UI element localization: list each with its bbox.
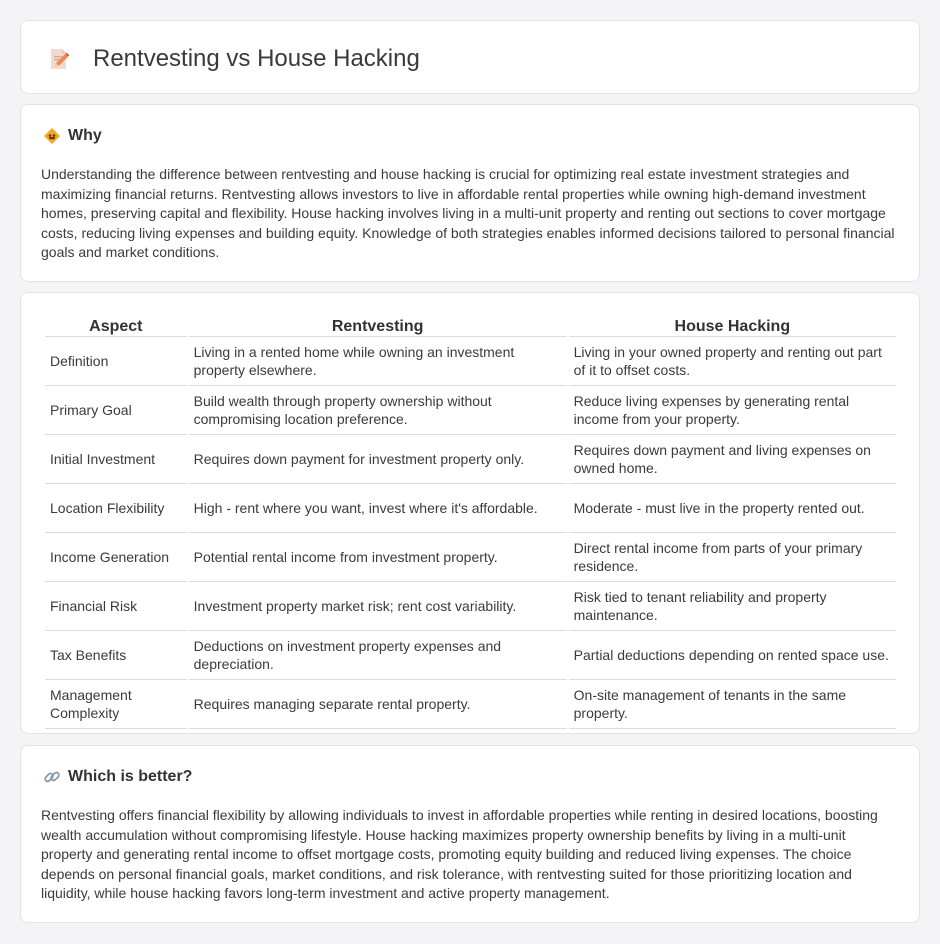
table-header-row — [45, 317, 896, 337]
house-hacking-cell: Partial deductions depending on rented space use. — [569, 631, 896, 680]
aspect-cell: Location Flexibility — [45, 484, 187, 533]
better-text: Rentvesting offers financial flexibility by allowing individuals to invest in affordable properties while renting in desired locations, boosting wealth accumulation without compromising lifestyle. House hacking maximizes property ownership benefits by living in a multi-unit property and generating rental income to offset mortgage costs, promoting equity building and reduced living expenses. The choice depends on personal financial goals, market conditions, and risk tolerance, with rentvesting suited for those prioritizing location and liquidity, while house hacking favors long-term investment and active property management. — [41, 807, 878, 902]
table-row — [45, 484, 896, 533]
table-row — [45, 435, 896, 484]
which-is-better-section — [20, 745, 920, 923]
table-row — [45, 680, 896, 729]
house-hacking-cell: Living in your owned property and renting out part of it to offset costs. — [569, 337, 896, 386]
rentvesting-cell: Build wealth through property ownership without compromising location preference. — [189, 386, 567, 435]
house-hacking-cell: Requires down payment and living expenses on owned home. — [569, 435, 896, 484]
house-hacking-cell: Direct rental income from parts of your primary residence. — [569, 533, 896, 582]
table-row — [45, 582, 896, 631]
table-row — [45, 386, 896, 435]
comparison-table — [43, 317, 898, 729]
why-text: Understanding the difference between rentvesting and house hacking is crucial for optimizing real estate investment strategies and maximizing financial returns. Rentvesting allows investors to live in affordable rental properties while owning high-demand investment homes, preserving capital and flexibility. House hacking involves living in a multi-unit property and renting out sections to cover mortgage costs, reducing living expenses and building equity. Knowledge of both strategies enables informed decisions tailored to personal financial goals and market conditions. — [41, 166, 895, 261]
diamond-sign-icon — [43, 127, 61, 145]
rentvesting-cell: Potential rental income from investment property. — [189, 533, 567, 582]
better-heading: Which is better? — [68, 768, 193, 785]
aspect-cell: Financial Risk — [45, 582, 187, 631]
table-row — [45, 337, 896, 386]
why-section — [20, 104, 920, 282]
house-hacking-cell: Reduce living expenses by generating rental income from your property. — [569, 386, 896, 435]
why-heading-row — [43, 127, 102, 145]
aspect-cell: Primary Goal — [45, 386, 187, 435]
link-icon — [43, 768, 61, 786]
comparison-section — [20, 292, 920, 734]
rentvesting-cell: Investment property market risk; rent cost variability. — [189, 582, 567, 631]
aspect-cell: Income Generation — [45, 533, 187, 582]
header-aspect: Aspect — [45, 317, 187, 337]
house-hacking-cell: On-site management of tenants in the same property. — [569, 680, 896, 729]
title-card — [20, 20, 920, 94]
edit-document-icon — [47, 47, 71, 71]
aspect-cell: Initial Investment — [45, 435, 187, 484]
rentvesting-cell: Requires down payment for investment property only. — [189, 435, 567, 484]
rentvesting-cell: Living in a rented home while owning an investment property elsewhere. — [189, 337, 567, 386]
header-rentvesting: Rentvesting — [189, 317, 567, 337]
header-house-hacking: House Hacking — [569, 317, 896, 337]
house-hacking-cell: Risk tied to tenant reliability and property maintenance. — [569, 582, 896, 631]
table-row — [45, 631, 896, 680]
table-row — [45, 533, 896, 582]
why-heading: Why — [68, 127, 102, 144]
better-heading-row — [43, 768, 192, 786]
page-title: Rentvesting vs House Hacking — [93, 45, 420, 72]
rentvesting-cell: Requires managing separate rental property. — [189, 680, 567, 729]
aspect-cell: Definition — [45, 337, 187, 386]
rentvesting-cell: High - rent where you want, invest where it's affordable. — [189, 484, 567, 533]
aspect-cell: Tax Benefits — [45, 631, 187, 680]
aspect-cell: Management Complexity — [45, 680, 187, 729]
rentvesting-cell: Deductions on investment property expenses and depreciation. — [189, 631, 567, 680]
house-hacking-cell: Moderate - must live in the property rented out. — [569, 484, 896, 533]
